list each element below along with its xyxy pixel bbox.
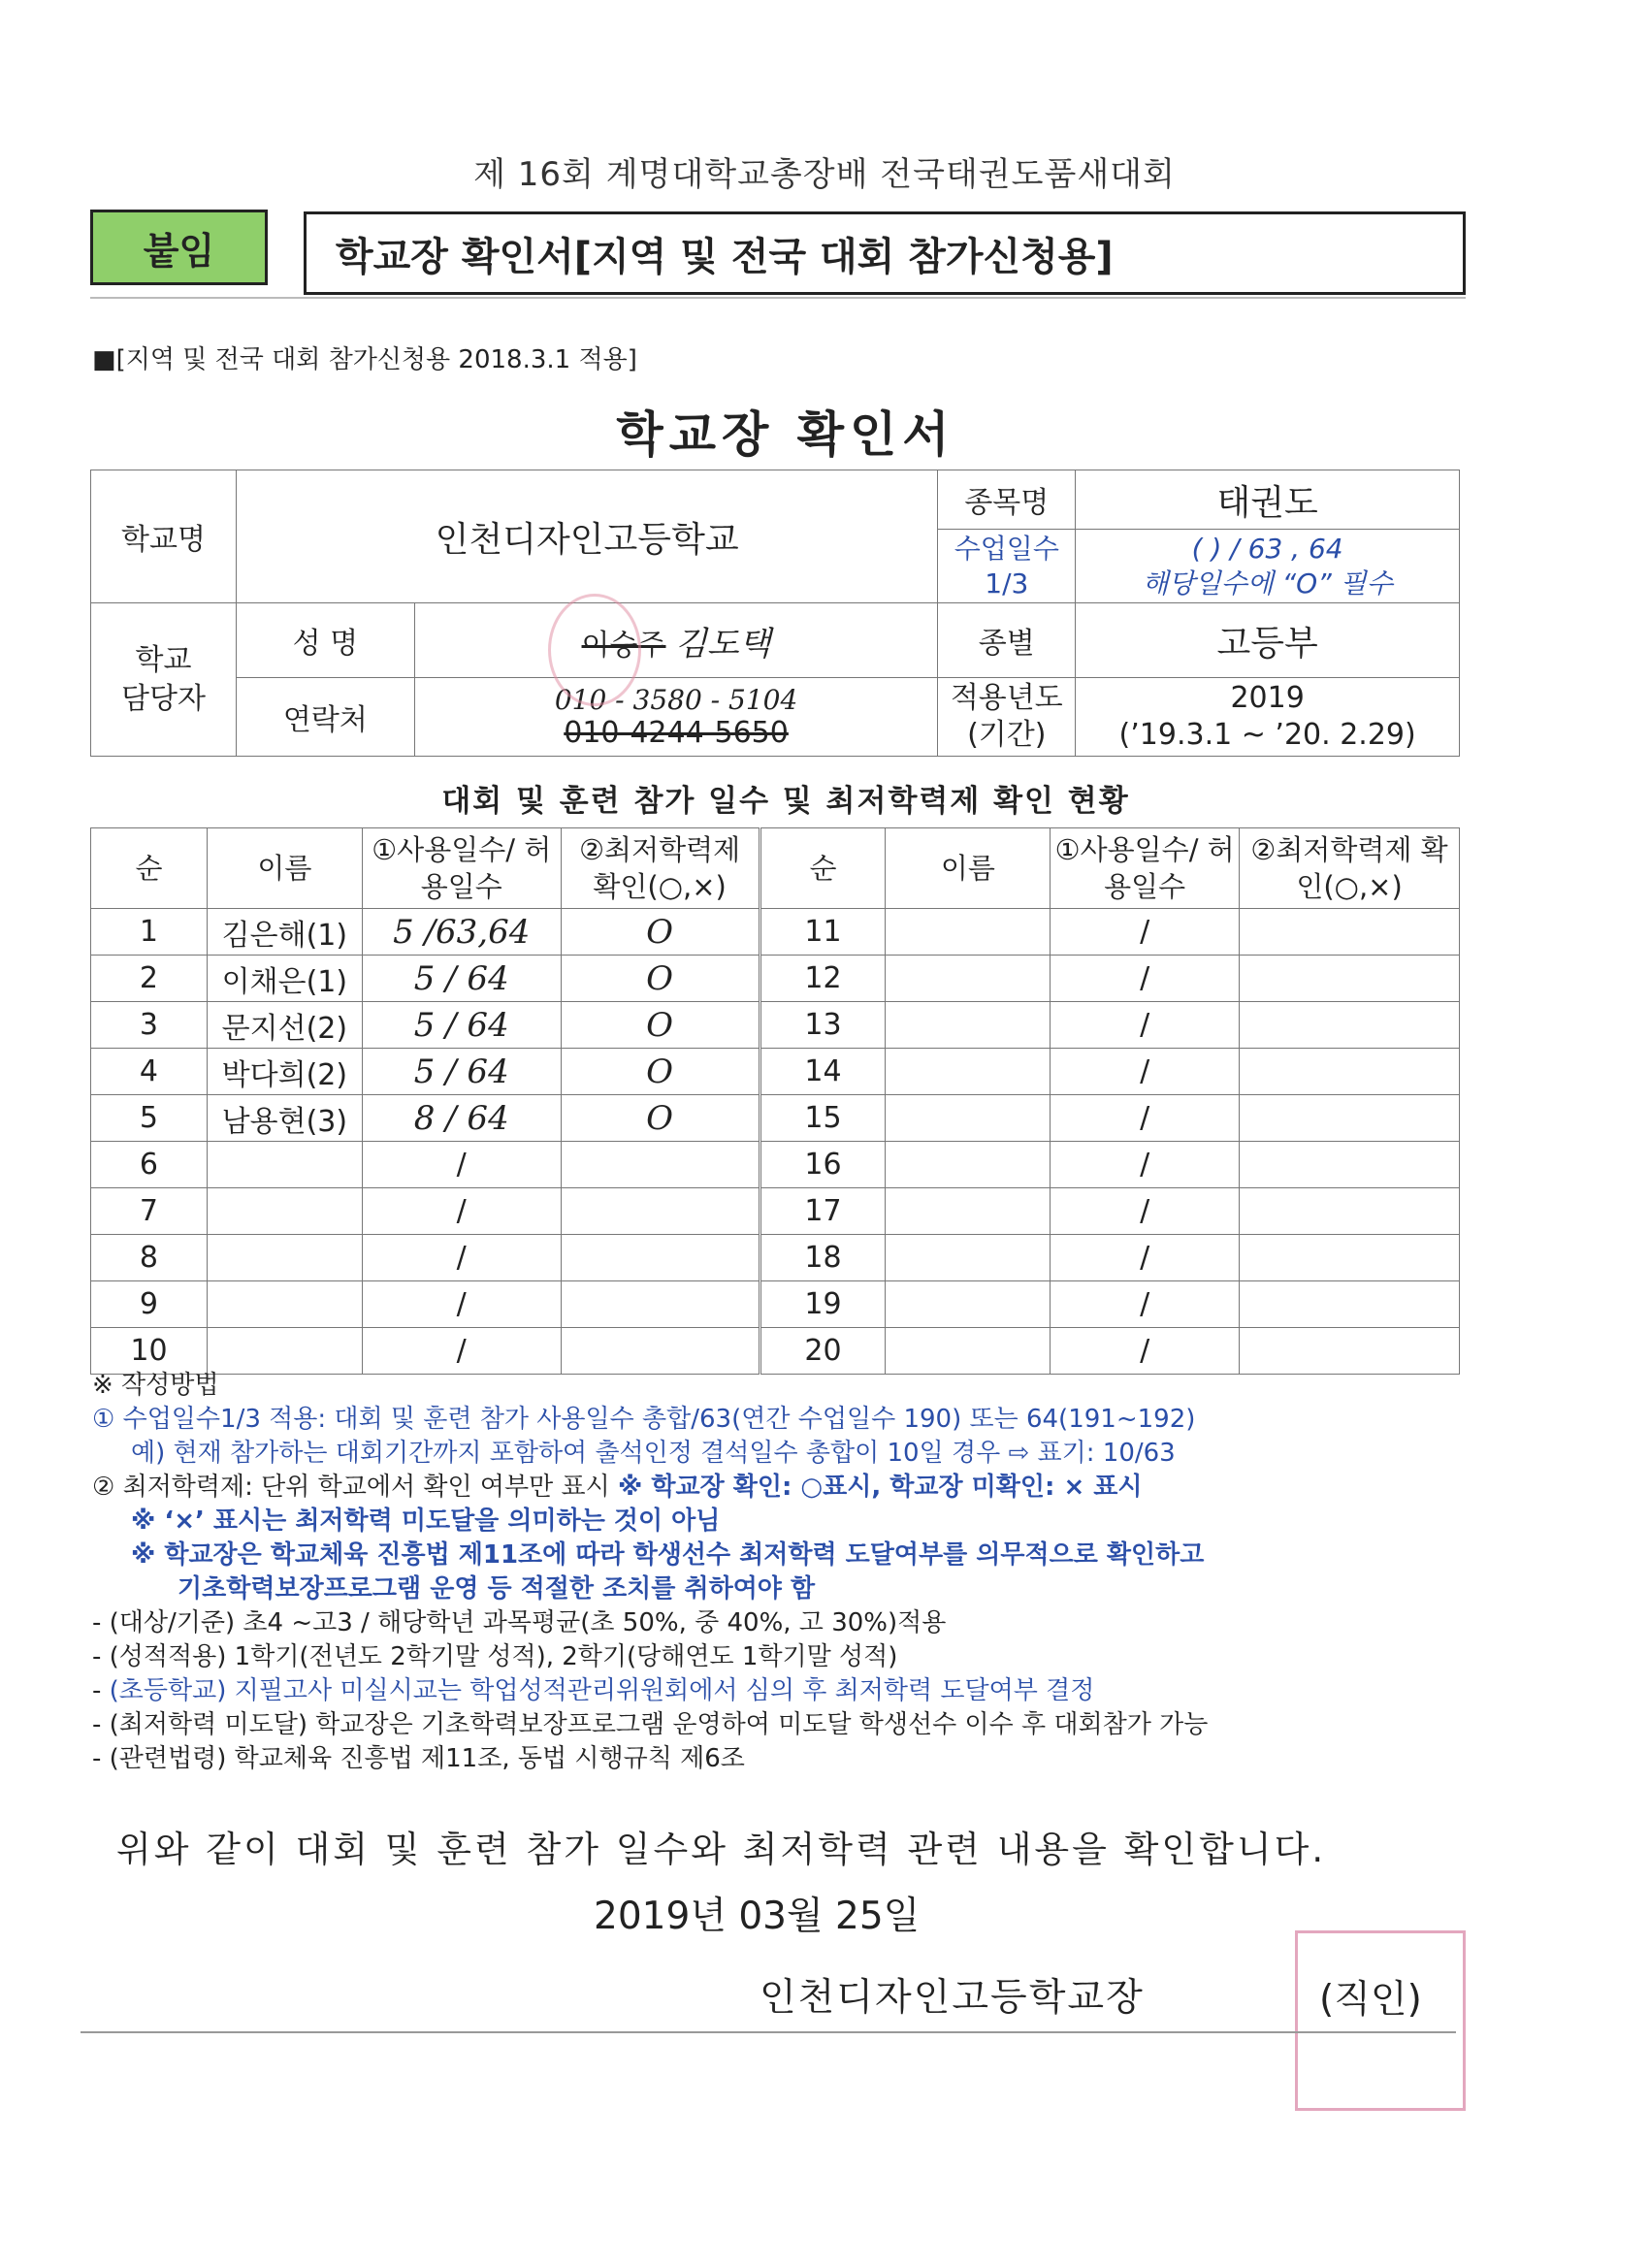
row-number: 8 (91, 1235, 208, 1281)
sport-label: 종목명 (938, 470, 1076, 530)
class-days-cell (1076, 530, 1460, 603)
athlete-name (886, 1188, 1051, 1235)
row-number: 13 (760, 1002, 886, 1049)
col-days-2: ①사용일수/ 허용일수 (1051, 828, 1240, 909)
academic-check (1240, 1142, 1460, 1188)
used-days: / (1051, 1142, 1240, 1188)
manager-name-written: 김도택 (675, 624, 771, 664)
used-days: / (362, 1142, 561, 1188)
instruction-item-2 (92, 1471, 1470, 1505)
used-days: / (1051, 1328, 1240, 1375)
col-days: ①사용일수/ 허용일수 (362, 828, 561, 909)
row-number: 18 (760, 1235, 886, 1281)
bottom-divider (81, 2031, 1456, 2033)
athlete-name (886, 956, 1051, 1002)
row-number: 9 (91, 1281, 208, 1328)
col-academic-2: ②최저학력제 확인(○,×) (1240, 828, 1460, 909)
instruction-dash-5: - (관련법령) 학교체육 진흥법 제11조, 동법 시행규칙 제6조 (92, 1744, 745, 1773)
used-days: / (362, 1328, 561, 1375)
row-number: 1 (91, 909, 208, 956)
col-no-2: 순 (760, 828, 886, 909)
academic-check: O (561, 956, 760, 1002)
used-days: / (1051, 956, 1240, 1002)
academic-check (1240, 1002, 1460, 1049)
academic-check (1240, 1049, 1460, 1095)
year-cell (1076, 678, 1460, 757)
instruction-dash-2: - (성적적용) 1학기(전년도 2학기말 성적), 2학기(당해연도 1학기말 성적) (92, 1642, 898, 1671)
used-days: / (1051, 1188, 1240, 1235)
athlete-name: 김은해(1) (207, 909, 362, 956)
instruction-note-2a: ※ 학교장은 학교체육 진흥법 제11조에 따라 학생선수 최저학력 도달여부를 의무적으로 확인하고 (131, 1540, 1205, 1570)
academic-check (1240, 1281, 1460, 1328)
athlete-name (207, 1235, 362, 1281)
academic-check: O (561, 1049, 760, 1095)
academic-check (1240, 1235, 1460, 1281)
athlete-name (886, 1049, 1051, 1095)
athlete-name: 박다희(2) (207, 1049, 362, 1095)
used-days: 5 / 64 (362, 1049, 561, 1095)
manager-name-cell (414, 603, 938, 678)
row-number: 17 (760, 1188, 886, 1235)
form-title: 학교장 확인서[지역 및 전국 대회 참가신청용] (304, 211, 1466, 295)
contact-label: 연락처 (236, 678, 414, 757)
academic-check (561, 1235, 760, 1281)
manager-label: 학교 담당자 (91, 603, 237, 757)
row-number: 15 (760, 1095, 886, 1142)
table-row (91, 1142, 1460, 1188)
school-label: 학교명 (91, 470, 237, 603)
contact-struck: 010-4244-5650 (564, 716, 789, 750)
days-header-row (91, 828, 1460, 909)
athlete-name (886, 1281, 1051, 1328)
athlete-name (886, 1095, 1051, 1142)
attachment-badge: 붙임 (90, 210, 268, 285)
instruction-dash-1: - (대상/기준) 초4 ~고3 / 해당학년 과목평균(초 50%, 중 40%, 고 30%)적용 (92, 1608, 947, 1637)
row-number: 10 (91, 1328, 208, 1375)
instruction-item-2-prefix: ② 최저학력제: 단위 학교에서 확인 여부만 표시 (92, 1473, 610, 1502)
academic-check (1240, 956, 1460, 1002)
table-row (91, 909, 1460, 956)
row-number: 2 (91, 956, 208, 1002)
table-row (91, 1235, 1460, 1281)
athlete-name: 이채은(1) (207, 956, 362, 1002)
instruction-dash-3-prefix: - (92, 1676, 110, 1705)
athlete-name: 문지선(2) (207, 1002, 362, 1049)
academic-check (1240, 1188, 1460, 1235)
apply-note: ■[지역 및 전국 대회 참가신청용 2018.3.1 적용] (92, 345, 637, 374)
row-number: 19 (760, 1281, 886, 1328)
athlete-name (207, 1328, 362, 1375)
row-number: 6 (91, 1142, 208, 1188)
instruction-item-1a: ① 수업일수1/3 적용: 대회 및 훈련 참가 사용일수 총합/63(연간 수업일수 190) 또는 64(191~192) (92, 1405, 1196, 1434)
class-days-note: 해당일수에 “O” 필수 (1142, 567, 1393, 599)
used-days: / (1051, 1095, 1240, 1142)
row-number: 11 (760, 909, 886, 956)
used-days: 5 / 64 (362, 956, 561, 1002)
principal-name: 인천디자인고등학교장 (760, 1976, 1145, 2020)
row-number: 12 (760, 956, 886, 1002)
table-row (91, 1188, 1460, 1235)
athlete-name (886, 1002, 1051, 1049)
academic-check (561, 1328, 760, 1375)
confirm-date: 2019년 03월 25일 (594, 1895, 921, 1938)
used-days: / (1051, 1235, 1240, 1281)
academic-check (1240, 1328, 1460, 1375)
col-name: 이름 (207, 828, 362, 909)
instruction-note-2b: 기초학력보장프로그램 운영 등 적절한 조치를 취하여야 함 (178, 1574, 816, 1604)
used-days: 5 /63,64 (362, 909, 561, 956)
academic-check (1240, 1095, 1460, 1142)
row-number: 20 (760, 1328, 886, 1375)
table-row (91, 956, 1460, 1002)
instruction-item-1b: 예) 현재 참가하는 대회기간까지 포함하여 출석인정 결석일수 총합이 10일 경우 ⇨ 표기: 10/63 (131, 1439, 1176, 1468)
row-number: 7 (91, 1188, 208, 1235)
athlete-name (207, 1142, 362, 1188)
row-number: 3 (91, 1002, 208, 1049)
instruction-item-2-suffix: ※ 학교장 확인: ○표시, 학교장 미확인: × 표시 (618, 1473, 1143, 1502)
athlete-name (886, 1142, 1051, 1188)
year-value: 2019 (1230, 681, 1305, 715)
athlete-name: 남용현(3) (207, 1095, 362, 1142)
academic-check (561, 1188, 760, 1235)
class-days-label: 수업일수 1/3 (938, 530, 1076, 603)
instruction-note-1: ※ ‘×’ 표시는 최저학력 미도달을 의미하는 것이 아님 (131, 1507, 721, 1536)
contact-written: 010 - 3580 - 5104 (554, 684, 798, 716)
row-number: 14 (760, 1049, 886, 1095)
contact-cell (414, 678, 938, 757)
academic-check (561, 1281, 760, 1328)
academic-check: O (561, 1095, 760, 1142)
top-divider (90, 297, 1466, 299)
used-days: / (1051, 1002, 1240, 1049)
athlete-name (886, 1235, 1051, 1281)
table-row (91, 1049, 1460, 1095)
instruction-dash-4: - (최저학력 미도달) 학교장은 기초학력보장프로그램 운영하여 미도달 학생선수 이수 후 대회참가 가능 (92, 1710, 1209, 1739)
name-label: 성 명 (236, 603, 414, 678)
table-row (91, 1281, 1460, 1328)
used-days: / (1051, 1281, 1240, 1328)
athlete-name (886, 1328, 1051, 1375)
section-title: 대회 및 훈련 참가 일수 및 최저학력제 확인 현황 (441, 784, 1130, 819)
athlete-name (207, 1281, 362, 1328)
instructions-heading: ※ 작성방법 (92, 1371, 219, 1400)
table-row (91, 1095, 1460, 1142)
period-value: (’19.3.1 ~ ’20. 2.29) (1118, 718, 1416, 752)
col-name-2: 이름 (886, 828, 1051, 909)
instruction-dash-3-blue: (초등학교) 지필고사 미실시교는 학업성적관리위원회에서 심의 후 최저학력 도달여부 결정 (109, 1676, 1095, 1705)
athlete-name (886, 909, 1051, 956)
academic-check: O (561, 909, 760, 956)
academic-check: O (561, 1002, 760, 1049)
used-days: / (1051, 909, 1240, 956)
participation-days-table (90, 827, 1460, 1375)
used-days: / (1051, 1049, 1240, 1095)
used-days: / (362, 1188, 561, 1235)
manager-name-struck: 이승주 (581, 628, 666, 663)
category-value: 고등부 (1076, 603, 1460, 678)
class-days-value: ( ) / 63 , 64 (1191, 532, 1343, 565)
row-number: 4 (91, 1049, 208, 1095)
document-title: 학교장 확인서 (616, 406, 955, 463)
instruction-dash-3 (92, 1674, 1470, 1708)
school-name: 인천디자인고등학교 (236, 470, 937, 603)
academic-check (1240, 909, 1460, 956)
used-days: 8 / 64 (362, 1095, 561, 1142)
event-title: 제 16회 계명대학교총장배 전국태권도품새대회 (473, 155, 1176, 194)
row-number: 16 (760, 1142, 886, 1188)
school-info-table (90, 470, 1460, 757)
table-row (91, 1328, 1460, 1375)
used-days: 5 / 64 (362, 1002, 561, 1049)
col-no: 순 (91, 828, 208, 909)
year-label: 적용년도 (기간) (938, 678, 1076, 757)
athlete-name (207, 1188, 362, 1235)
row-number: 5 (91, 1095, 208, 1142)
confirm-statement: 위와 같이 대회 및 훈련 참가 일수와 최저학력 관련 내용을 확인합니다. (116, 1829, 1327, 1870)
category-label: 종별 (938, 603, 1076, 678)
school-stamp (548, 594, 641, 706)
academic-check (561, 1142, 760, 1188)
table-row (91, 1002, 1460, 1049)
days-table-body (91, 828, 1460, 1375)
col-academic: ②최저학력제 확인(○,×) (561, 828, 760, 909)
instructions (92, 1369, 1470, 1776)
seal-label: (직인) (1319, 1978, 1422, 2022)
sport-value: 태권도 (1076, 470, 1460, 530)
used-days: / (362, 1235, 561, 1281)
used-days: / (362, 1281, 561, 1328)
